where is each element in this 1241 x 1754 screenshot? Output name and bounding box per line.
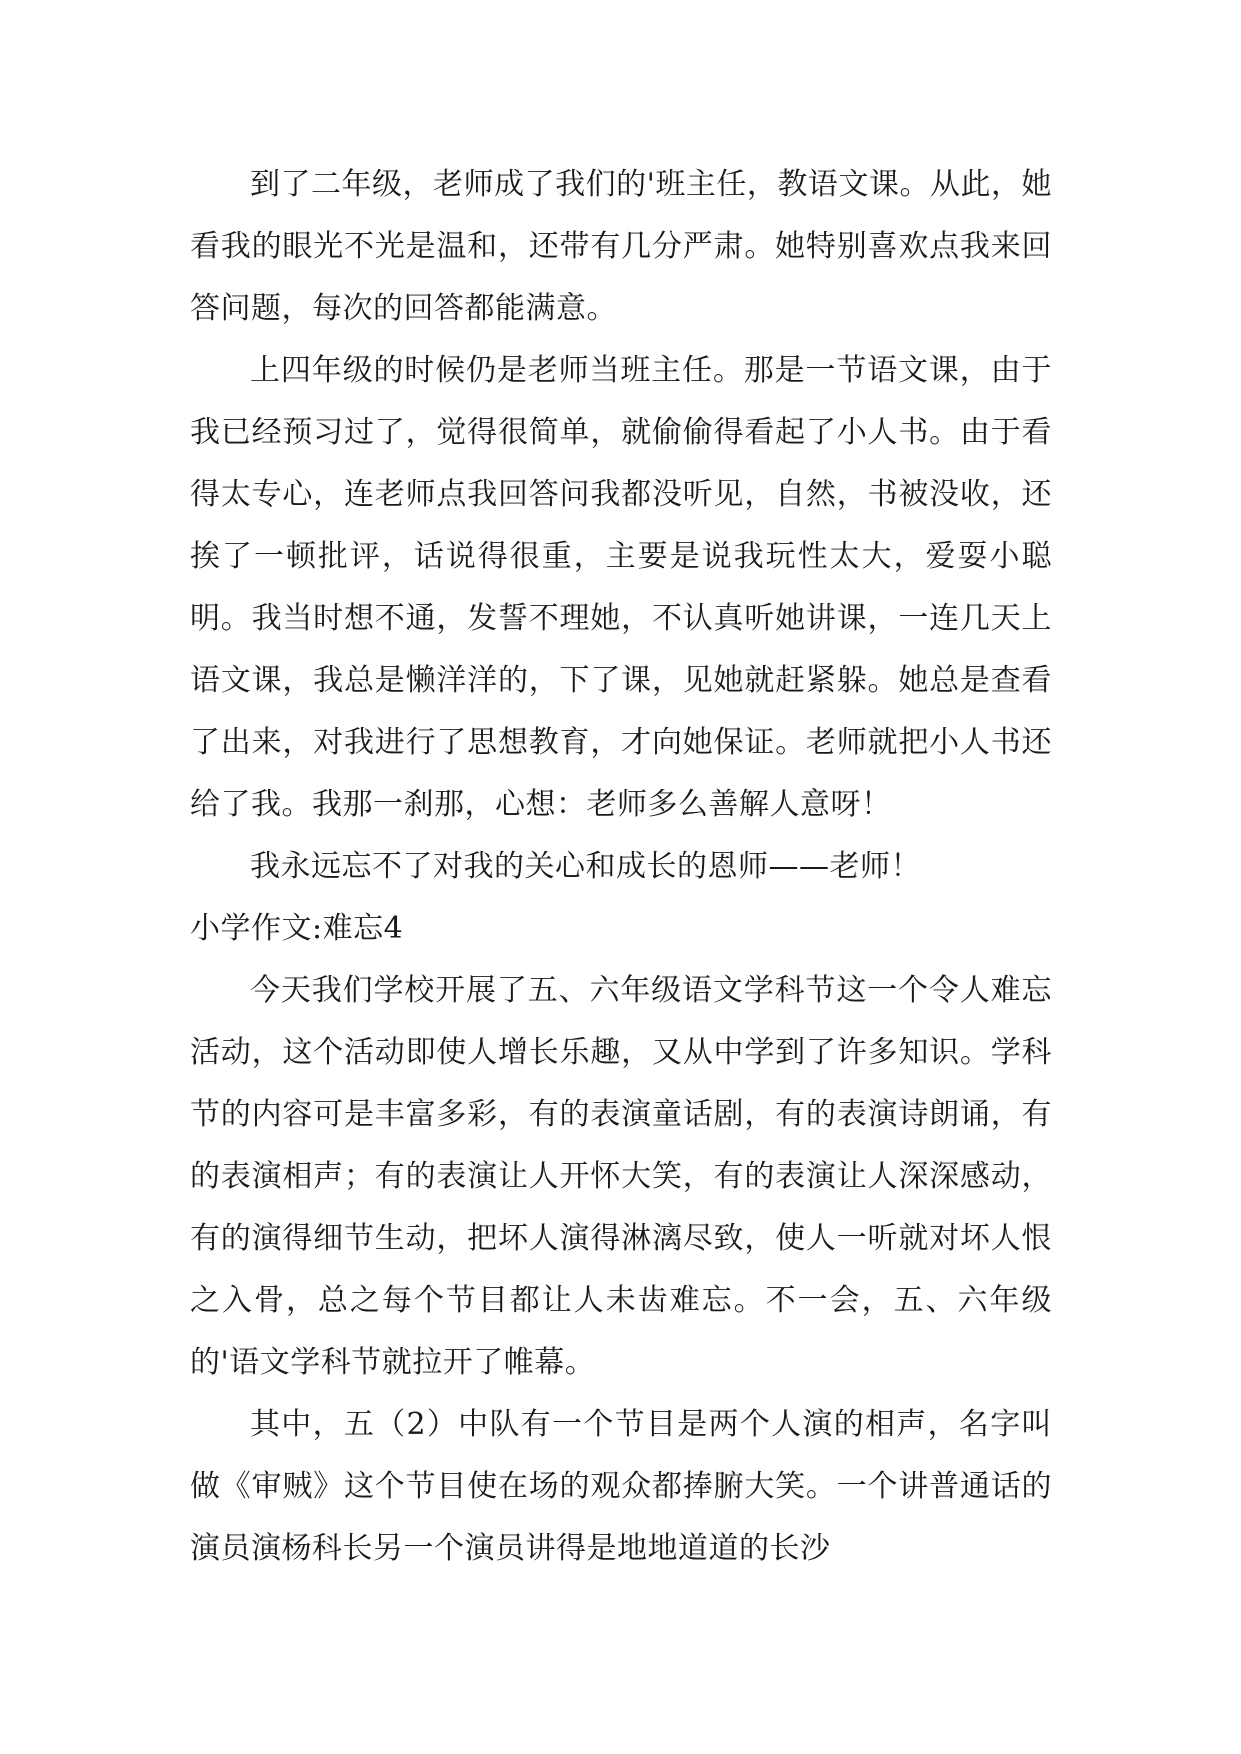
- paragraph-gratitude: 我永远忘不了对我的关心和成长的恩师——老师！: [250, 849, 921, 884]
- document-body: [190, 154, 1052, 1580]
- paragraph-crosstalk: 其中，五（2）中队有一个节目是两个人演的相声，名字叫做《审贼》这个节目使在场的观众都捧腑大笑。一个讲普通话的演员演杨科长另一个演员讲得是地地道道的长沙: [190, 1407, 1052, 1566]
- essay-heading: 小学作文:难忘4: [190, 911, 404, 946]
- paragraph-language-festival: 今天我们学校开展了五、六年级语文学科节这一个令人难忘活动，这个活动即使人增长乐趣，又从中学到了许多知识。学科节的内容可是丰富多彩，有的表演童话剧，有的表演诗朗诵，有的表演相声；有的表演让人开怀大笑，有的表演让人深深感动，有的演得细节生动，把坏人演得淋漓尽致，使人一听就对坏人恨之入骨，总之每个节目都让人未齿难忘。不一会，五、六年级的'语文学科节就拉开了帷幕。: [190, 973, 1052, 1380]
- paragraph-fourth-grade: 上四年级的时候仍是老师当班主任。那是一节语文课，由于我已经预习过了，觉得很简单，就偷偷得看起了小人书。由于看得太专心，连老师点我回答问我都没听见，自然，书被没收，还挨了一顿批评，话说得很重，主要是说我玩性太大，爱耍小聪明。我当时想不通，发誓不理她，不认真听她讲课，一连几天上语文课，我总是懒洋洋的，下了课，见她就赶紧躲。她总是查看了出来，对我进行了思想教育，才向她保证。老师就把小人书还给了我。我那一刹那，心想：老师多么善解人意呀！: [190, 353, 1052, 822]
- paragraph-second-grade: 到了二年级，老师成了我们的'班主任，教语文课。从此，她看我的眼光不光是温和，还带有几分严肃。她特别喜欢点我来回答问题，每次的回答都能满意。: [190, 167, 1052, 326]
